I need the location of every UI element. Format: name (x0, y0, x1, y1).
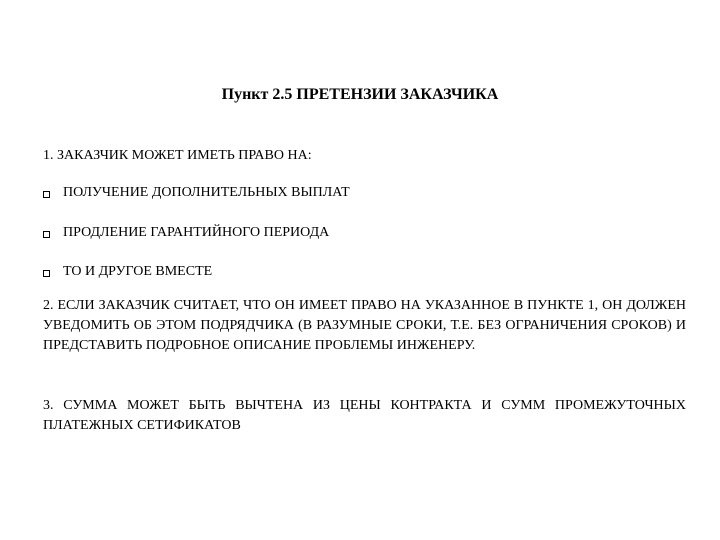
bullet-item-1 (43, 183, 350, 203)
square-bullet-icon (43, 270, 50, 277)
page-title: Пункт 2.5 ПРЕТЕНЗИИ ЗАКАЗЧИКА (221, 86, 499, 103)
paragraph-2: 2. ЕСЛИ ЗАКАЗЧИК СЧИТАЕТ, ЧТО ОН ИМЕЕТ ПРАВО НА УКАЗАННОЕ В ПУНКТЕ 1, ОН ДОЛЖЕН УВЕДОМИТЬ ОБ ЭТОМ ПОДРЯДЧИКА (В РАЗУМНЫЕ СРОКИ, Т.Е. БЕЗ ОГРАНИЧЕНИЯ СРОКОВ) И ПРЕДСТАВИТЬ ПОДРОБНОЕ ОПИСАНИЕ ПРОБЛЕМЫ ИНЖЕНЕРУ. (43, 298, 686, 353)
paragraph-1: 1. ЗАКАЗЧИК МОЖЕТ ИМЕТЬ ПРАВО НА: (43, 148, 312, 163)
square-bullet-icon (43, 231, 50, 238)
square-bullet-icon (43, 191, 50, 198)
bullet-text: ПРОДЛЕНИЕ ГАРАНТИЙНОГО ПЕРИОДА (63, 225, 330, 240)
bullet-text: ПОЛУЧЕНИЕ ДОПОЛНИТЕЛЬНЫХ ВЫПЛАТ (63, 185, 350, 200)
paragraph-3: 3. СУММА МОЖЕТ БЫТЬ ВЫЧТЕНА ИЗ ЦЕНЫ КОНТРАКТА И СУММ ПРОМЕЖУТОЧНЫХ ПЛАТЕЖНЫХ СЕТИФИКАТОВ (43, 398, 686, 433)
bullet-text: ТО И ДРУГОЕ ВМЕСТЕ (63, 264, 213, 279)
bullet-item-2 (43, 223, 329, 243)
bullet-item-3 (43, 262, 212, 282)
